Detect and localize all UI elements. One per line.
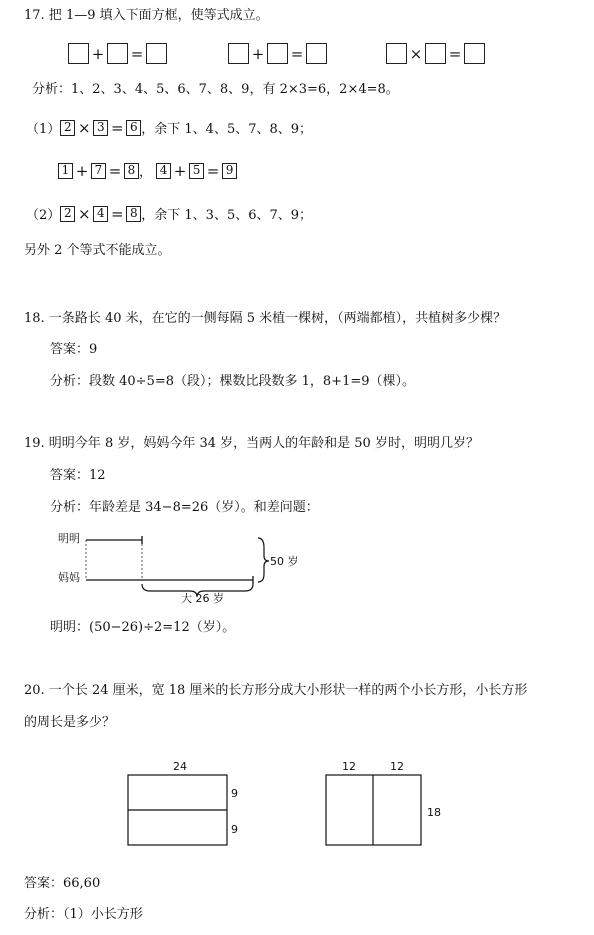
times-sign: × bbox=[409, 44, 423, 63]
number-box: 2 bbox=[60, 206, 75, 222]
number-box: 2 bbox=[60, 120, 75, 136]
equals-sign: = bbox=[290, 44, 304, 63]
label-mama: 妈妈 bbox=[58, 571, 80, 584]
number-box: 6 bbox=[126, 120, 141, 136]
equals-sign: = bbox=[448, 44, 462, 63]
equals-sign: = bbox=[108, 161, 122, 180]
q17-title: 17. 把 1—9 填入下面方框，使等式成立。 bbox=[24, 8, 269, 23]
equals-sign: = bbox=[110, 204, 124, 223]
number-box: 7 bbox=[91, 163, 106, 179]
q18-answer: 答案：9 bbox=[50, 342, 98, 357]
fig2-width-label-left: 12 bbox=[342, 760, 356, 773]
case-label: （2） bbox=[26, 208, 61, 223]
remaining-numbers: ，余下 1、4、5、7、8、9； bbox=[141, 122, 313, 137]
equals-sign: = bbox=[206, 161, 220, 180]
plus-sign: + bbox=[91, 44, 105, 63]
number-box: 4 bbox=[156, 163, 171, 179]
number-box: 3 bbox=[93, 120, 108, 136]
separator: ， bbox=[139, 165, 153, 180]
q20-analysis: 分析：（1）小长方形 bbox=[24, 907, 143, 922]
q17-analysis: 分析：1、2、3、4、5、6、7、8、9，有 2×3=6，2×4=8。 bbox=[32, 82, 399, 97]
number-box: 4 bbox=[93, 206, 108, 222]
plus-sign: + bbox=[173, 161, 187, 180]
q20-title-line2: 的周长是多少？ bbox=[24, 715, 116, 730]
remaining-numbers: ，余下 1、3、5、6、7、9； bbox=[141, 208, 313, 223]
fig2-height-label: 18 bbox=[427, 806, 441, 819]
number-box: 9 bbox=[222, 163, 237, 179]
q19-result: 明明：(50−26)÷2=12（岁）。 bbox=[50, 620, 236, 635]
case-label: （1） bbox=[26, 122, 61, 137]
number-box: 1 bbox=[58, 163, 73, 179]
label-mingming: 明明 bbox=[58, 532, 80, 545]
times-sign: × bbox=[77, 118, 91, 137]
q20-answer: 答案：66,60 bbox=[24, 876, 101, 891]
number-box: 5 bbox=[189, 163, 204, 179]
plus-sign: + bbox=[251, 44, 265, 63]
q19-analysis: 分析：年龄差是 34−8=26（岁）。和差问题： bbox=[50, 500, 319, 515]
fig2-width-label-right: 12 bbox=[390, 760, 404, 773]
number-box: 8 bbox=[124, 163, 139, 179]
fig1-width-label-bottom: 9 bbox=[231, 823, 238, 836]
q20-title-line1: 20. 一个长 24 厘米，宽 18 厘米的长方形分成大小形状一样的两个小长方形，小长方形 bbox=[24, 683, 528, 698]
label-sum: 50 岁 bbox=[270, 555, 299, 568]
equals-sign: = bbox=[110, 118, 124, 137]
q17-conclusion: 另外 2 个等式不能成立。 bbox=[24, 243, 171, 258]
equals-sign: = bbox=[130, 44, 144, 63]
q19-title: 19. 明明今年 8 岁，妈妈今年 34 岁，当两人的年龄和是 50 岁时，明明几岁？ bbox=[24, 436, 479, 451]
number-box: 8 bbox=[126, 206, 141, 222]
q19-answer: 答案：12 bbox=[50, 468, 106, 483]
q18-title: 18. 一条路长 40 米，在它的一侧每隔 5 米植一棵树，（两端都植），共植树多少棵？ bbox=[24, 311, 507, 326]
fig1-width-label-top: 9 bbox=[231, 787, 238, 800]
plus-sign: + bbox=[75, 161, 89, 180]
fig1-length-label: 24 bbox=[173, 760, 187, 773]
times-sign: × bbox=[77, 204, 91, 223]
q18-analysis: 分析：段数 40÷5=8（段）；棵数比段数多 1，8+1=9（棵）。 bbox=[50, 374, 416, 389]
label-diff: 大 26 岁 bbox=[181, 592, 224, 605]
